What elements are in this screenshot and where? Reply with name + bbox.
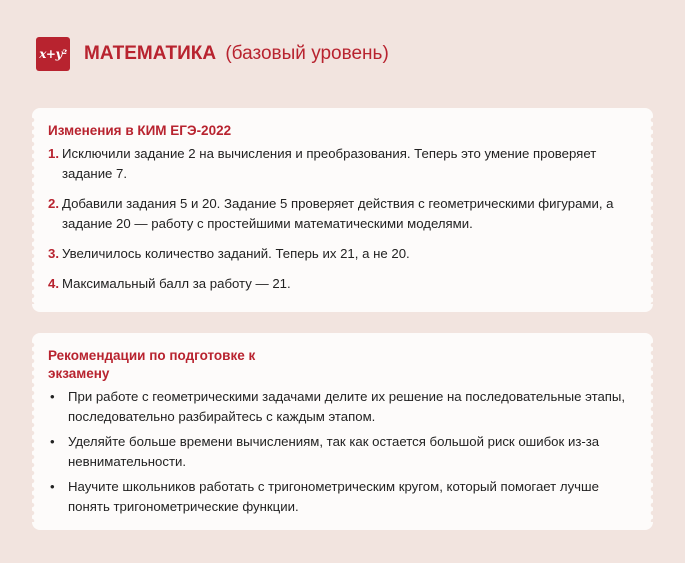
item-text: Исключили задание 2 на вычисления и преобразования. Теперь это умение проверяет задание 7.	[62, 146, 597, 181]
list-item	[48, 244, 635, 264]
list-item	[48, 194, 635, 234]
changes-title: Изменения в КИМ ЕГЭ-2022	[48, 123, 232, 138]
item-number: 1.	[48, 146, 59, 161]
changes-list	[48, 144, 635, 294]
item-number: 2.	[48, 196, 59, 211]
item-text: При работе с геометрическими задачами делите их решение на последовательные этапы, последовательно разбирайтесь с каждым этапом.	[68, 389, 626, 424]
page-title	[84, 43, 389, 65]
subject-title: МАТЕМАТИКА	[84, 43, 217, 64]
item-text: Добавили задания 5 и 20. Задание 5 проверяет действия с геометрическими фигурами, а задание 20 — работу с простейшими математическими моделями.	[62, 196, 614, 231]
recommendations-title: Рекомендации по подготовке к экзамену	[48, 348, 256, 381]
list-item	[48, 477, 635, 517]
page-header	[36, 36, 389, 72]
item-number: 3.	[48, 246, 59, 261]
bullet-icon: •	[50, 434, 55, 449]
list-item	[48, 387, 635, 427]
item-number: 4.	[48, 276, 59, 291]
math-logo-icon: x+y²	[36, 37, 70, 71]
list-item	[48, 432, 635, 472]
subject-level: (базовый уровень)	[225, 43, 389, 64]
item-text: Научите школьников работать с тригонометрическим кругом, который помогает лучше понять тригонометрические функции.	[68, 479, 599, 514]
recommendations-card	[32, 333, 653, 530]
changes-card	[32, 108, 653, 312]
recommendations-list	[48, 387, 635, 517]
bullet-icon: •	[50, 389, 55, 404]
item-text: Увеличилось количество заданий. Теперь их 21, а не 20.	[62, 246, 410, 261]
item-text: Уделяйте больше времени вычислениям, так как остается большой риск ошибок из-за невнимательности.	[68, 434, 600, 469]
list-item	[48, 274, 635, 294]
item-text: Максимальный балл за работу — 21.	[62, 276, 291, 291]
list-item	[48, 144, 635, 184]
bullet-icon: •	[50, 479, 55, 494]
